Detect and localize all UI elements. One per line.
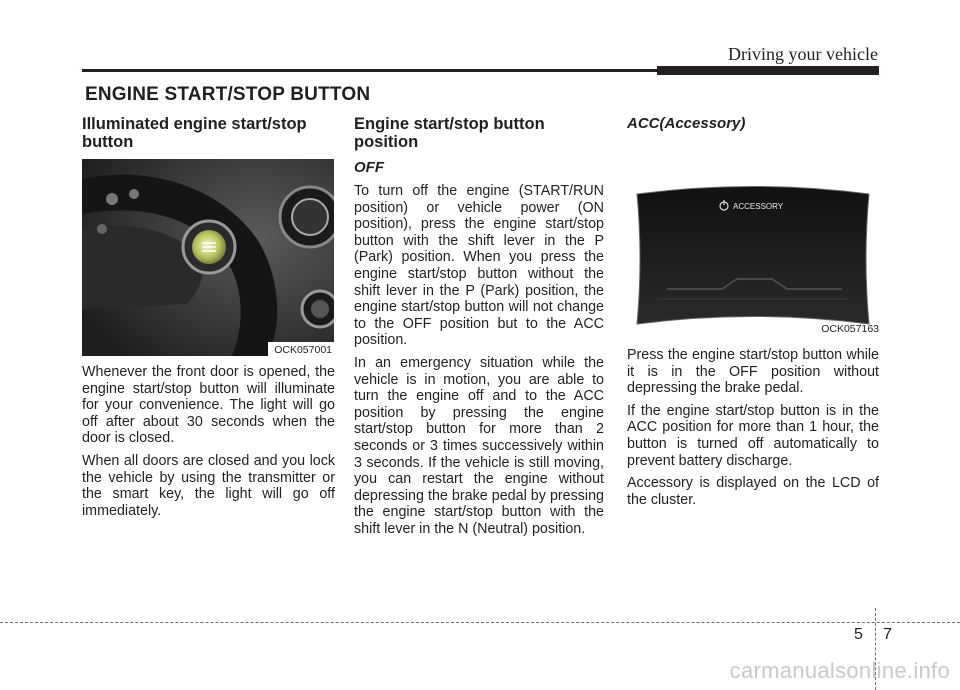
subheading-off: OFF xyxy=(354,159,384,176)
paragraph: To turn off the engine (START/RUN position) or vehicle power (ON position), press the engine start/stop button with the shift lever in the P (Park) position. When you press the engine start/stop button without the shift lever in the P (Park) position, the engine start/stop button will not change to the OFF position but to the ACC position. xyxy=(354,183,604,349)
column-button-position xyxy=(354,115,604,543)
lcd-cluster-illustration xyxy=(627,139,879,339)
heading-illuminated-button: Illuminated engine start/stop button xyxy=(82,115,307,151)
page-number: 7 xyxy=(883,626,892,643)
lcd-accessory-text: ACCESSORY xyxy=(733,202,784,211)
watermark: carmanualsonline.info xyxy=(729,658,950,683)
paragraph: Accessory is displayed on the LCD of the cluster. xyxy=(627,475,879,508)
paragraph: Whenever the front door is opened, the engine start/stop button will illuminate for your convenience. The light will go off after about 30 seconds when the door is closed. xyxy=(82,364,335,447)
subheading-acc: ACC(Accessory) xyxy=(627,115,746,132)
figure-code: OCK057163 xyxy=(821,323,879,335)
footer-divider xyxy=(0,622,960,623)
chapter-title: Driving your vehicle xyxy=(728,44,878,64)
column-illuminated-button xyxy=(82,115,335,525)
section-title: ENGINE START/STOP BUTTON xyxy=(85,84,371,105)
header-rule-accent xyxy=(657,66,879,75)
steering-wheel-illustration xyxy=(82,159,334,356)
heading-button-position: Engine start/stop button position xyxy=(354,115,545,151)
paragraph: Press the engine start/stop button while it is in the OFF position without depressing the brake pedal. xyxy=(627,347,879,397)
figure-lcd-accessory xyxy=(627,139,879,339)
paragraph: If the engine start/stop button is in the ACC position for more than 1 hour, the button is turned off automatically to prevent battery discharge. xyxy=(627,402,879,469)
paragraph: When all doors are closed and you lock the vehicle by using the transmitter or the smart key, the light will go off immediately. xyxy=(82,452,335,519)
paragraph: In an emergency situation while the vehicle is in motion, you are able to turn the engine off and to the ACC position by pressing the engine start/stop button for more than 2 seconds or 3 times successively within 3 seconds. If the vehicle is still moving, you can restart the engine without depressing the brake pedal by pressing the engine start/stop button with the shift lever in the N (Neutral) position. xyxy=(354,354,604,537)
figure-steering-wheel xyxy=(82,159,334,356)
figure-code: OCK057001 xyxy=(268,342,334,356)
chapter-number: 5 xyxy=(854,626,863,643)
column-accessory xyxy=(627,115,879,514)
header-rule xyxy=(82,69,657,72)
